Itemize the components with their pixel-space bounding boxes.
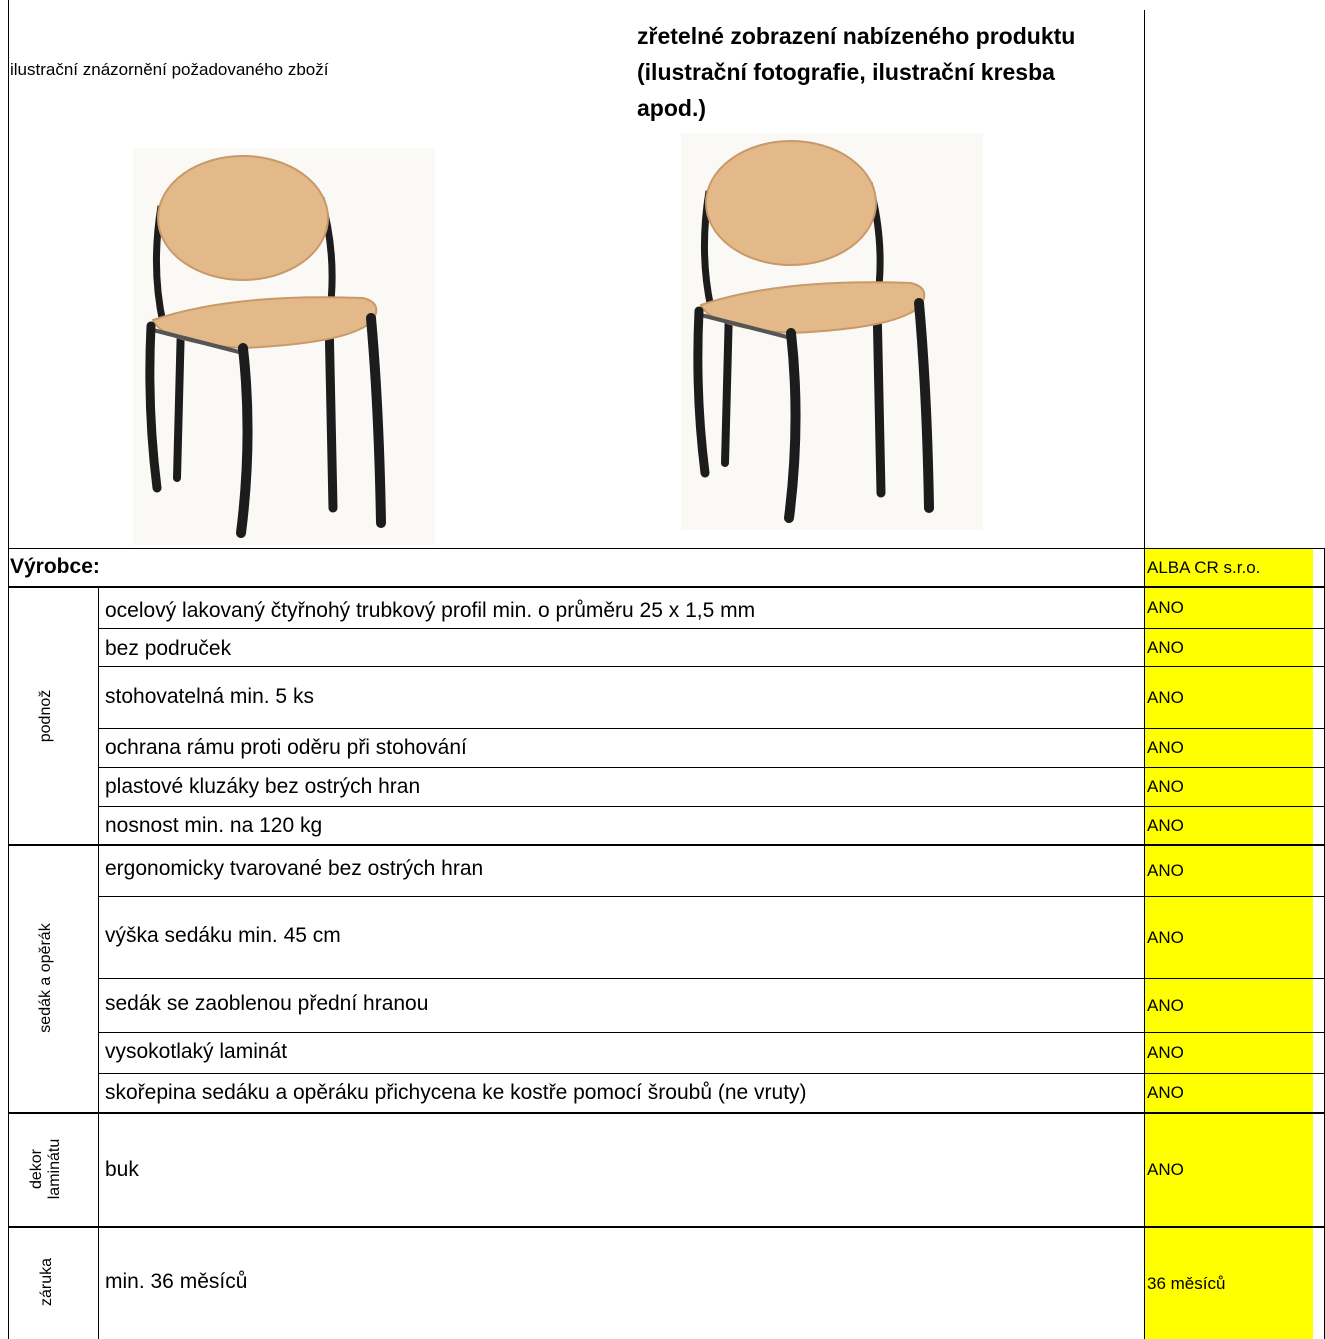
requirement-text: sedák se zaoblenou přední hranou [105, 992, 429, 1015]
requirement-text: ocelový lakovaný čtyřnohý trubkový profil min. o průměru 25 x 1,5 mm [105, 599, 756, 622]
group-label-sedak: sedák a opěrák [37, 923, 54, 1033]
row-line [98, 978, 1325, 979]
requirement-value: ANO [1145, 1033, 1313, 1073]
row-line [98, 666, 1325, 667]
requirement-value: ANO [1145, 629, 1313, 666]
requirement-value: ANO [1145, 1114, 1313, 1226]
requirement-value: ANO [1145, 588, 1313, 628]
row-line [98, 728, 1325, 729]
requirement-text: vysokotlaký laminát [105, 1040, 288, 1063]
right-caption-line: apod.) [637, 95, 706, 121]
requirement-text: ochrana rámu proti oděru při stohování [105, 736, 467, 759]
left-caption: ilustrační znázornění požadovaného zboží [10, 60, 329, 79]
requirement-text: stohovatelná min. 5 ks [105, 685, 314, 708]
requirement-text: buk [105, 1158, 139, 1181]
row-line [98, 1032, 1325, 1033]
row-line [98, 896, 1325, 897]
right-caption-line: zřetelné zobrazení nabízeného produktu [637, 23, 1076, 49]
offered-product-image [681, 133, 983, 530]
requirement-value: ANO [1145, 667, 1313, 728]
requirement-value: ANO [1145, 897, 1313, 978]
group-label-dekor-line: dekor [28, 1148, 45, 1190]
group-label-podnoz: podnož [37, 689, 54, 743]
requirement-text: výška sedáku min. 45 cm [105, 924, 341, 947]
requirement-value: ANO [1145, 1074, 1313, 1112]
requirement-value: ANO [1145, 729, 1313, 767]
requirement-value: ANO [1145, 846, 1313, 896]
requirement-value: 36 měsíců [1145, 1228, 1313, 1339]
right-caption [637, 18, 1075, 126]
row-line [98, 1073, 1325, 1074]
row-line [8, 1112, 1325, 1114]
requirement-text: skořepina sedáku a opěráku přichycena ke kostře pomocí šroubů (ne vruty) [105, 1081, 807, 1104]
group-label-zaruka: záruka [38, 1257, 55, 1307]
row-line [98, 628, 1325, 629]
requirement-text: bez područek [105, 637, 232, 660]
requirement-value: ANO [1145, 768, 1313, 806]
table-border-left [8, 0, 9, 1339]
requirement-text: ergonomicky tvarované bez ostrých hran [105, 857, 484, 880]
requirement-value: ANO [1145, 979, 1313, 1032]
row-line [8, 844, 1325, 846]
row-line [98, 806, 1325, 807]
manufacturer-value: ALBA CR s.r.o. [1145, 549, 1313, 586]
group-label-dekor-line: laminátu [46, 1138, 64, 1200]
requirement-value: ANO [1145, 807, 1313, 844]
row-line [8, 548, 1325, 549]
requirement-text: plastové kluzáky bez ostrých hran [105, 775, 421, 798]
requirement-text: nosnost min. na 120 kg [105, 814, 323, 837]
required-product-image [133, 148, 435, 545]
row-line [98, 767, 1325, 768]
group-label-dekor [28, 1124, 68, 1214]
requirement-text: min. 36 měsíců [105, 1270, 248, 1293]
row-line [8, 586, 1325, 588]
row-line [8, 1226, 1325, 1228]
right-caption-line: (ilustrační fotografie, ilustrační kresba [637, 59, 1055, 85]
manufacturer-label: Výrobce: [10, 555, 100, 578]
